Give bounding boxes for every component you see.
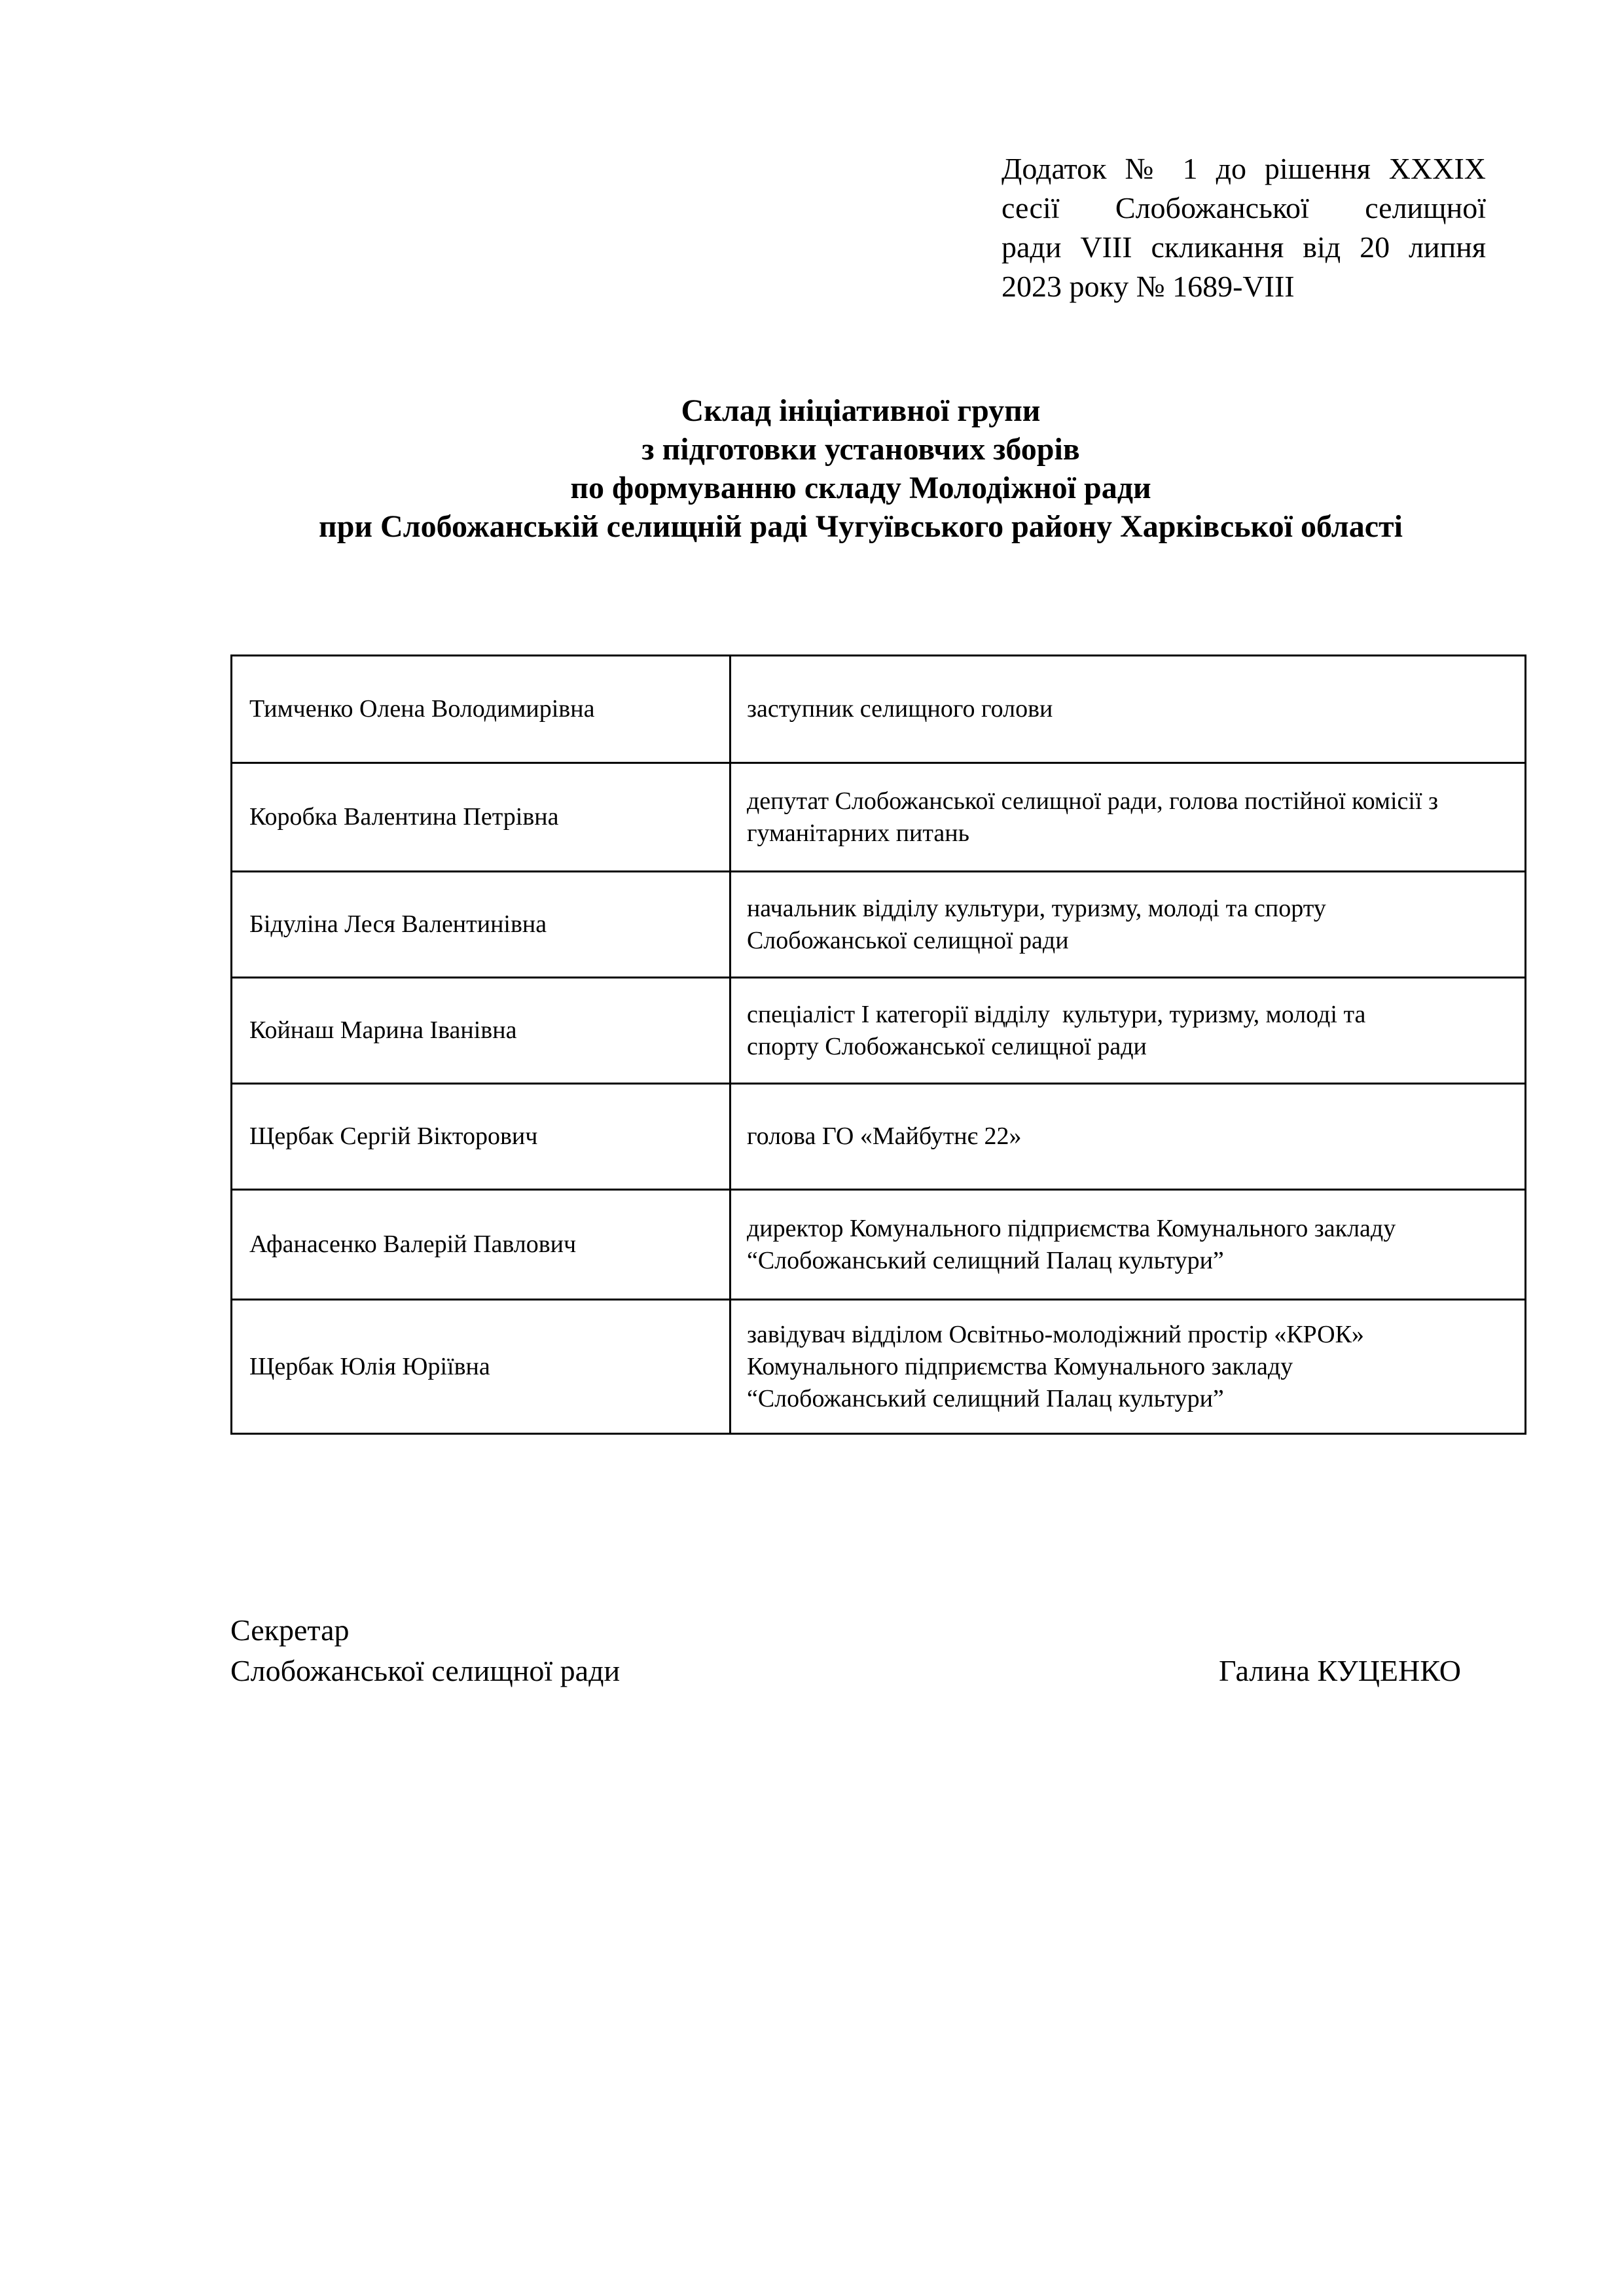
annex-line-3: ради VIII скликання від 20 липня — [1001, 230, 1486, 264]
table-row — [232, 1190, 1526, 1300]
annex-note — [1001, 149, 1486, 306]
annex-line-1: Додаток № 1 до рішення XXXIX — [1001, 152, 1486, 185]
member-name: Афанасенко Валерій Павлович — [232, 1190, 731, 1300]
role-line: “Слобожанський селищний Палац культури” — [746, 1384, 1224, 1412]
title-line-3: по формуванню складу Молодіжної ради — [570, 471, 1151, 505]
title-line-2: з підготовки установчих зборів — [641, 432, 1080, 467]
table-row — [232, 763, 1526, 872]
role-line: Слобожанської селищної ради — [746, 926, 1069, 954]
role-line: голова ГО «Майбутнє 22» — [746, 1122, 1022, 1150]
member-role — [730, 978, 1525, 1084]
member-role — [730, 763, 1525, 872]
member-name: Тимченко Олена Володимирівна — [232, 656, 731, 763]
role-line: депутат Слобожанської селищної ради, голова постійної комісії з — [746, 787, 1439, 815]
table-row — [232, 1084, 1526, 1190]
member-role — [730, 1084, 1525, 1190]
table-row — [232, 1300, 1526, 1434]
member-name: Бідуліна Леся Валентинівна — [232, 872, 731, 978]
role-line: “Слобожанський селищний Палац культури” — [746, 1246, 1224, 1274]
signer-name: Галина КУЦЕНКО — [1219, 1654, 1461, 1687]
role-line: завідувач відділом Освітньо-молодіжний простір «КРОК» — [746, 1320, 1364, 1348]
member-name: Щербак Сергій Вікторович — [232, 1084, 731, 1190]
signer-organization: Слобожанської селищної ради — [230, 1654, 621, 1687]
role-line: директор Комунального підприємства Комунального закладу — [746, 1214, 1396, 1242]
role-line: гуманітарних питань — [746, 819, 969, 847]
member-role — [730, 656, 1525, 763]
table-row — [232, 978, 1526, 1084]
title-line-4: при Слобожанській селищній раді Чугуївського району Харківської області — [319, 509, 1403, 544]
signer-position: Секретар — [230, 1613, 350, 1647]
role-line: спеціаліст І категорії відділу культури, туризму, молоді та — [746, 1000, 1366, 1028]
role-line: заступник селищного голови — [746, 695, 1053, 723]
annex-line-4: 2023 року № 1689-VIII — [1001, 270, 1295, 303]
members-table — [230, 655, 1526, 1435]
member-name: Коробка Валентина Петрівна — [232, 763, 731, 872]
signature-block — [230, 1610, 1461, 1691]
role-line: начальник відділу культури, туризму, молоді та спорту — [746, 894, 1326, 922]
member-role — [730, 1190, 1525, 1300]
document-title — [0, 391, 1624, 546]
role-line: спорту Слобожанської селищної ради — [746, 1032, 1147, 1060]
role-line: Комунального підприємства Комунального закладу — [746, 1352, 1293, 1380]
member-name: Койнаш Марина Іванівна — [232, 978, 731, 1084]
title-line-1: Склад ініціативної групи — [681, 393, 1041, 428]
table-row — [232, 872, 1526, 978]
member-role — [730, 1300, 1525, 1434]
member-name: Щербак Юлія Юріївна — [232, 1300, 731, 1434]
annex-line-2: сесії Слобожанської селищної — [1001, 191, 1486, 224]
member-role — [730, 872, 1525, 978]
table-row — [232, 656, 1526, 763]
